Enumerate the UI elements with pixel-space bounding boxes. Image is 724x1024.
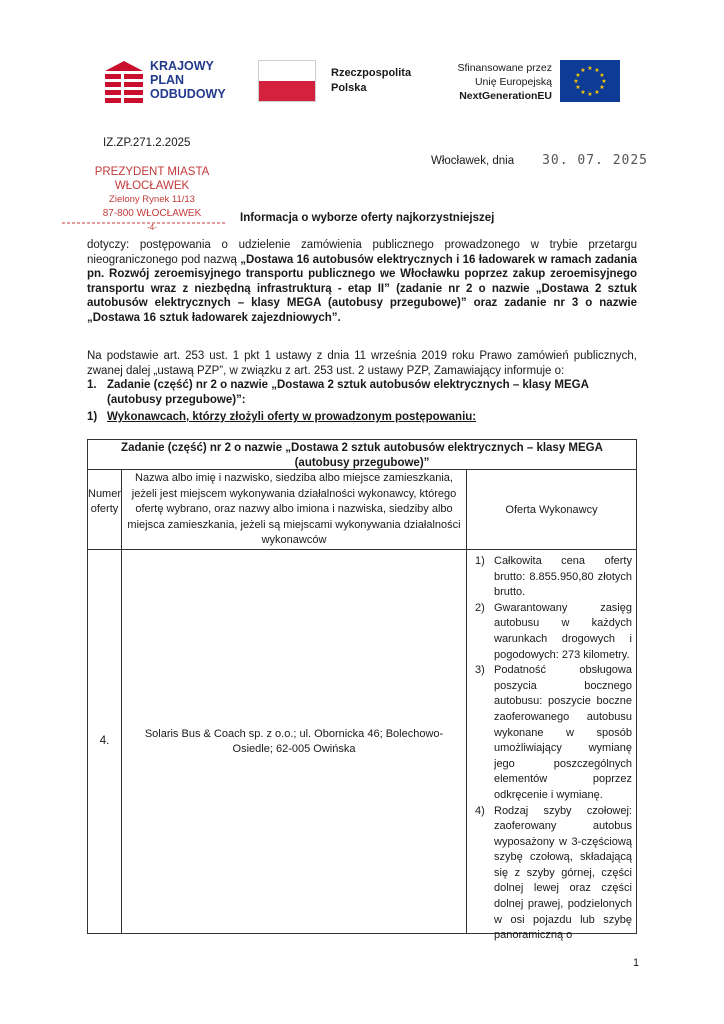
eu-flag-icon	[560, 60, 620, 102]
reference-number: IZ.ZP.271.2.2025	[103, 137, 191, 149]
svg-text:★: ★	[601, 78, 607, 85]
list-item: 3) Podatność obsługowa poszycia bocznego autobusu: poszycie boczne zaoferowanego autobusu wykonane w sposób umożliwiający wymianę jego poszczególnych elementów poprzez odkręcenie i wymianę.	[475, 664, 632, 801]
svg-text:★: ★	[575, 72, 581, 79]
header-contractor-offer: Oferta Wykonawcy	[505, 504, 598, 516]
stamp-underline	[62, 222, 227, 224]
table-row-contractor: Solaris Bus & Coach sp. z o.o.; ul. Obornicka 46; Bolechowo-Osiedle; 62-005 Owińska	[144, 728, 444, 755]
svg-text:★: ★	[587, 91, 593, 98]
list-item: 4) Rodzaj szyby czołowej: zaoferowany autobus wyposażony w 3-częściową szybę czołową, składającą się z szyby górnej, części dolnej lewej oraz części dolnej prawej, podzielonych w osi pojazdu lub szybę panoramiczną o	[475, 804, 632, 942]
svg-text:★: ★	[599, 84, 605, 91]
date-stamp: 30. 07. 2025	[542, 153, 649, 168]
list-item-task-2: 1. Zadanie (część) nr 2 o nazwie „Dostawa 2 sztuk autobusów elektrycznych – klasy MEGA (autobusy przegubowe)”:	[87, 379, 589, 406]
list-item: 2) Gwarantowany zasięg autobusu w każdych warunkach drogowych i pogodowych: 273 kilometry.	[475, 601, 632, 661]
office-stamp: PREZYDENT MIASTA WŁOCŁAWEK Zielony Rynek 11/13 87-800 WŁOCŁAWEK -4-	[94, 166, 210, 232]
document-title: Informacja o wyborze oferty najkorzystniejszej	[240, 212, 495, 224]
svg-text:★: ★	[573, 78, 579, 85]
svg-text:★: ★	[594, 89, 600, 96]
offer-criteria-list	[470, 554, 632, 944]
polish-flag-icon	[258, 60, 316, 102]
svg-text:★: ★	[594, 67, 600, 74]
table-caption: Zadanie (część) nr 2 o nazwie „Dostawa 2 sztuk autobusów elektrycznych – klasy MEGA (autobusy przegubowe)”	[88, 440, 636, 470]
intro-paragraph: dotyczy: postępowania o udzielenie zamówienia publicznego prowadzonego w trybie przetargu nieograniczonego pod nazwą „Dostawa 16 autobusów elektrycznych i 16 ładowarek w ramach zadania pn. Rozwój zeroemisyjnego transportu publicznego we Włocławku poprzez zakup zeroemisyjnego transportu wraz z niezbędną infrastrukturą - etap II” (zadanie nr 2 o nazwie „Dostawa 2 sztuk autobusów elektrycznych – klasy MEGA (autobusy przegubowe)” oraz zadanie nr 3 o nazwie „Dostawa 16 sztuk ładowarek zajezdniowych”.	[87, 239, 637, 324]
kpo-logo	[103, 57, 243, 107]
place-date	[431, 153, 648, 168]
legal-basis-paragraph: Na podstawie art. 253 ust. 1 pkt 1 ustawy z dnia 11 września 2019 roku Prawo zamówień publicznych, zwanej dalej „ustawą PZP”, w związku z art. 253 ust. 2 ustawy PZP, Zamawiający informuje o:	[87, 350, 637, 377]
list-item-contractors: 1) Wykonawcach, którzy złożyli oferty w prowadzonym postępowaniu:	[87, 411, 477, 423]
svg-text:★: ★	[599, 72, 605, 79]
rzeczpospolita-wordmark: Rzeczpospolita Polska	[331, 67, 412, 94]
kpo-wordmark: KRAJOWY PLAN ODBUDOWY	[150, 59, 226, 101]
offers-table	[87, 439, 637, 942]
list-item: 1) Całkowita cena oferty brutto: 8.855.950,80 złotych brutto.	[475, 555, 632, 599]
svg-text:★: ★	[580, 89, 586, 96]
svg-text:★: ★	[587, 65, 593, 72]
page-number: 1	[633, 957, 640, 969]
header-offer-number: Numer oferty	[88, 488, 122, 515]
header-contractor-name: Nazwa albo imię i nazwisko, siedziba albo miejsce zamieszkania, jeżeli jest miejscem wykonywania działalności wykonawcy, którego ofertę wybrano, oraz nazwy albo imiona i nazwiska, siedziby albo miejsca zamieszkania, jeżeli są miejscami wykonywania działalności wykonawców	[127, 472, 461, 546]
table-row-offer-number: 4.	[99, 735, 110, 747]
place-label: Włocławek, dnia	[431, 155, 515, 167]
svg-text:★: ★	[580, 67, 586, 74]
kpo-emblem-icon	[103, 59, 145, 105]
svg-text:★: ★	[575, 84, 581, 91]
eu-funding-text: Sfinansowane przez Unię Europejską NextGenerationEU	[457, 62, 552, 102]
